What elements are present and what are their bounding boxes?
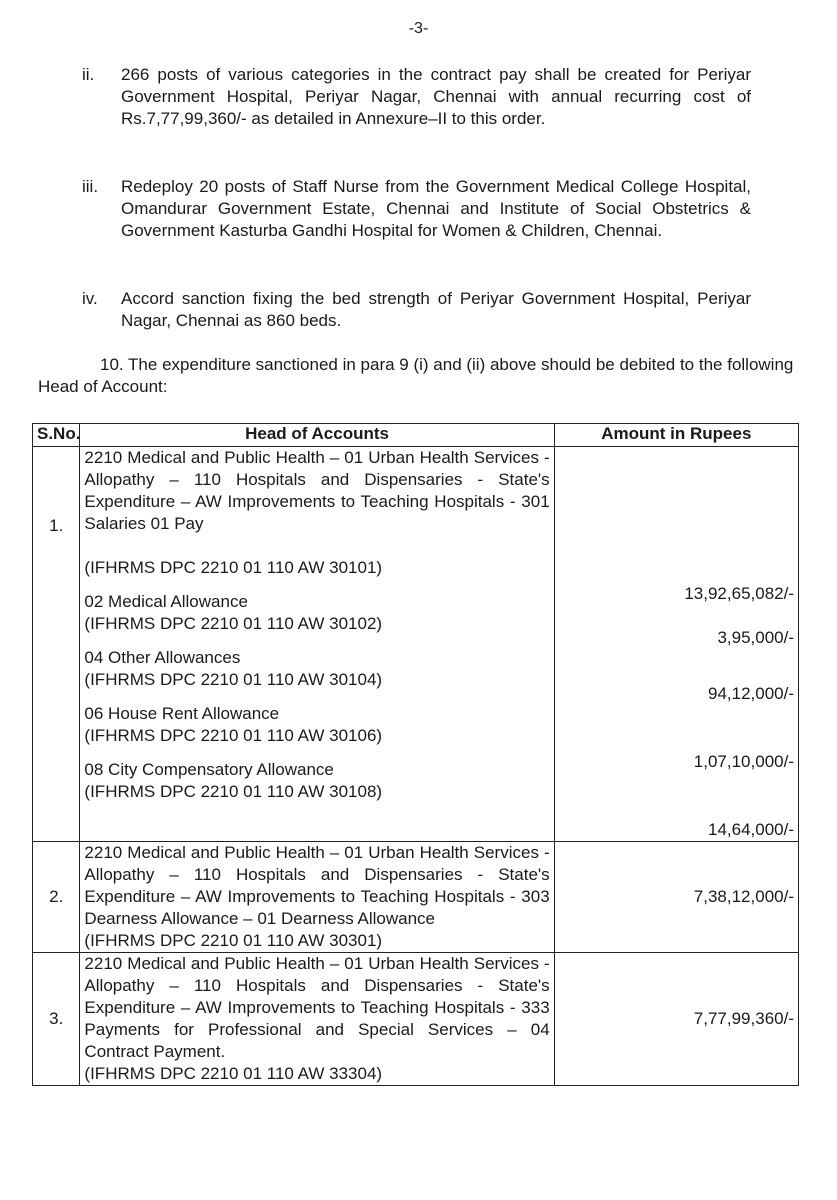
row-sno: 2. bbox=[33, 842, 80, 953]
item-number: ii. bbox=[82, 65, 95, 84]
item-number: iii. bbox=[82, 177, 99, 196]
list-item-iii bbox=[82, 176, 751, 242]
sub-code: (IFHRMS DPC 2210 01 110 AW 30108) bbox=[84, 782, 383, 801]
item-text: Redeploy 20 posts of Staff Nurse from the Government Medical College Hospital, Omandurar Government Estate, Chennai and Institute of Social Obstetrics & Government Kasturba Gandhi Hospital for Women & Children, Chennai. bbox=[121, 177, 751, 240]
paragraph-10 bbox=[38, 354, 798, 398]
table-row bbox=[33, 842, 799, 953]
amount: 13,92,65,082/- bbox=[684, 584, 794, 603]
item-text: 266 posts of various categories in the contract pay shall be created for Periyar Government Hospital, Periyar Nagar, Chennai with annual recurring cost of Rs.7,77,99,360/- as detailed in Annexure–II to this order. bbox=[121, 65, 751, 128]
table-header-row bbox=[33, 424, 799, 447]
row-head bbox=[80, 447, 554, 842]
sub-code: (IFHRMS DPC 2210 01 110 AW 30301) bbox=[84, 931, 383, 950]
page-number: -3- bbox=[408, 20, 429, 37]
row-sno: 3. bbox=[33, 953, 80, 1086]
amount: 14,64,000/- bbox=[707, 820, 794, 839]
amount: 94,12,000/- bbox=[707, 684, 794, 703]
sub-code: (IFHRMS DPC 2210 01 110 AW 30106) bbox=[84, 726, 383, 745]
header-head-of-accounts: Head of Accounts bbox=[80, 424, 554, 447]
sub-label: 02 Medical Allowance bbox=[84, 592, 248, 611]
row-head-text: 2210 Medical and Public Health – 01 Urban Health Services - Allopathy – 110 Hospitals and Dispensaries - State's Expenditure – AW Improvements to Teaching Hospitals - 333 Payments for Professional and Special Services – 04 Contract Payment. bbox=[84, 954, 550, 1061]
item-text: Accord sanction fixing the bed strength of Periyar Government Hospital, Periyar Nagar, Chennai as 860 beds. bbox=[121, 289, 751, 330]
sub-code: (IFHRMS DPC 2210 01 110 AW 30104) bbox=[84, 670, 383, 689]
table-row bbox=[33, 953, 799, 1086]
sub-code: (IFHRMS DPC 2210 01 110 AW 30101) bbox=[84, 558, 383, 577]
sub-code: (IFHRMS DPC 2210 01 110 AW 33304) bbox=[84, 1064, 383, 1083]
sub-label: 04 Other Allowances bbox=[84, 648, 241, 667]
row-amounts bbox=[554, 447, 798, 842]
row-head bbox=[80, 842, 554, 953]
list-item-iv bbox=[82, 288, 751, 332]
table-row bbox=[33, 447, 799, 842]
item-number: iv. bbox=[82, 289, 98, 308]
list-item-ii bbox=[82, 64, 751, 130]
row-head bbox=[80, 953, 554, 1086]
row-amount: 7,77,99,360/- bbox=[554, 953, 798, 1086]
sub-label: 06 House Rent Allowance bbox=[84, 704, 280, 723]
header-sno: S.No. bbox=[33, 424, 80, 447]
row-amount: 7,38,12,000/- bbox=[554, 842, 798, 953]
amount: 1,07,10,000/- bbox=[693, 752, 794, 771]
amount: 3,95,000/- bbox=[717, 628, 794, 647]
row-head-text: 2210 Medical and Public Health – 01 Urban Health Services - Allopathy – 110 Hospitals and Dispensaries - State's Expenditure – AW Improvements to Teaching Hospitals - 303 Dearness Allowance – 01 Dearness Allowance bbox=[84, 843, 550, 928]
paragraph-text: 10. The expenditure sanctioned in para 9 (i) and (ii) above should be debited to the following Head of Account: bbox=[38, 355, 794, 396]
head-of-account-table bbox=[32, 423, 799, 1086]
row-head-text: 2210 Medical and Public Health – 01 Urban Health Services - Allopathy – 110 Hospitals and Dispensaries - State's Expenditure – AW Improvements to Teaching Hospitals - 301 Salaries 01 Pay bbox=[84, 448, 550, 533]
sub-label: 08 City Compensatory Allowance bbox=[84, 760, 334, 779]
header-amount: Amount in Rupees bbox=[554, 424, 798, 447]
sub-code: (IFHRMS DPC 2210 01 110 AW 30102) bbox=[84, 614, 383, 633]
row-sno: 1. bbox=[33, 447, 80, 842]
